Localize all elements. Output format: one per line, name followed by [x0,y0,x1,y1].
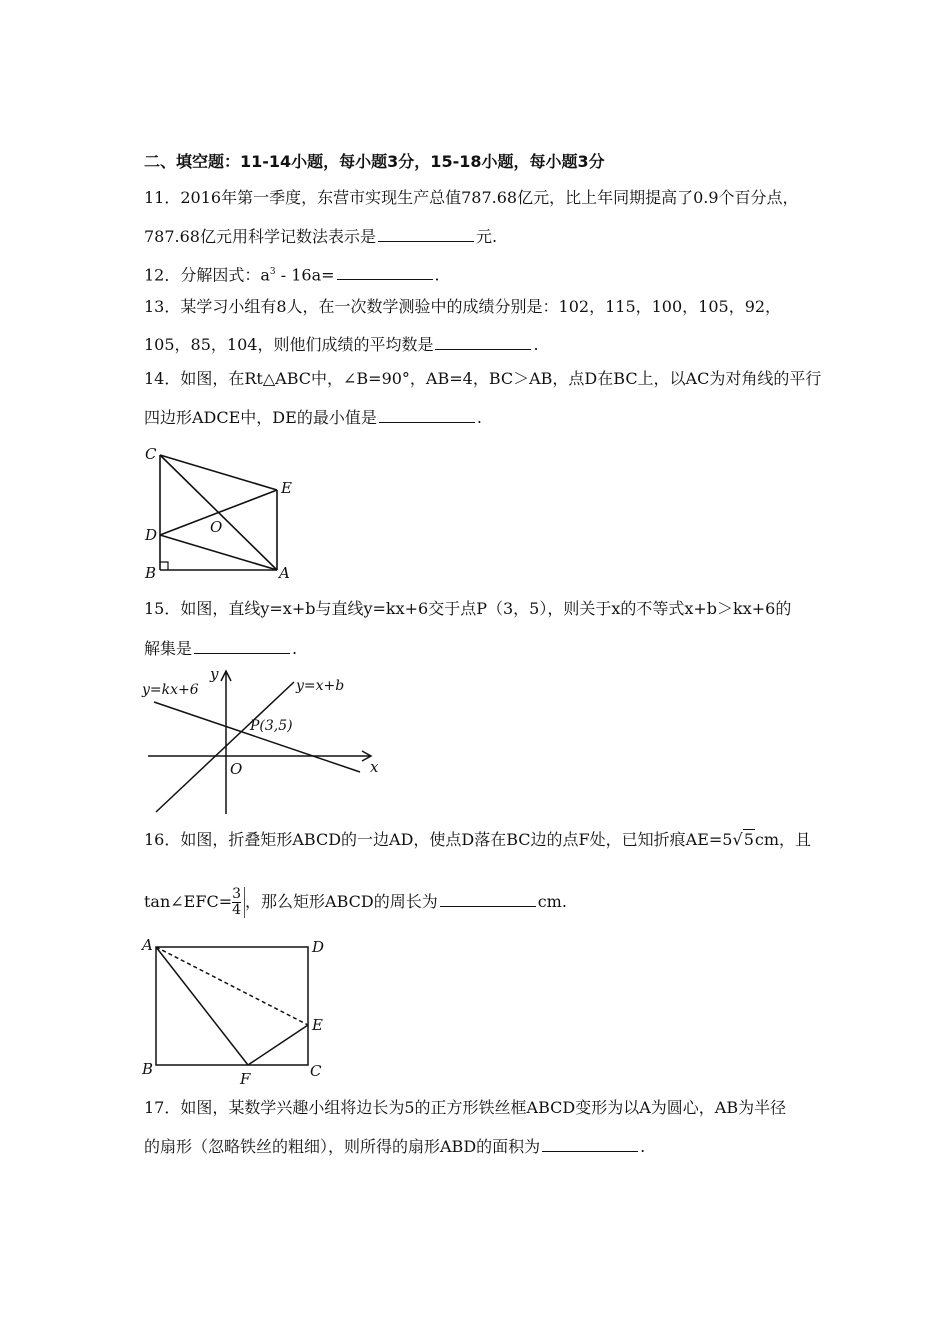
q16-label-c: C [310,1062,322,1080]
q13-line2 [144,332,539,356]
q17-line2-text: 的扇形（忽略铁丝的粗细），则所得的扇形ABD的面积为 [144,1137,541,1156]
section-heading: 二、填空题：11-14小题，每小题3分，15-18小题，每小题3分 [144,152,605,171]
q12-line [144,261,440,286]
q14-label-e: E [281,479,292,497]
q16-label-b: B [142,1060,154,1078]
q14-line2 [144,405,482,429]
q12-exponent: 3 [269,267,276,277]
q13-line1: 13．某学习小组有8人，在一次数学测验中的成绩分别是：102，115，100，105，92， [144,297,782,316]
q14-line1: 14．如图，在Rt△ABC中，∠B=90°，AB=4，BC＞AB，点D在BC上，以AC为对角线的平行 [144,369,822,388]
q16-line1-end: cm，且 [754,830,812,849]
q16-sqrt: √5 [732,830,754,849]
q16-segment-fe [248,1025,308,1065]
q15-label-kx6: y=kx+6 [142,682,199,698]
q12-end: . [434,265,440,285]
q11-answer-blank[interactable] [378,224,474,242]
q15-line2-end: . [292,639,298,658]
q16-label-a: A [142,936,153,954]
q16-fraction [232,887,245,918]
q16-label-e: E [312,1016,323,1034]
q16-frac-num: 3 [232,886,242,902]
q17-line1: 17．如图，某数学兴趣小组将边长为5的正方形铁丝框ABCD变形为以A为圆心，AB为半径 [144,1098,787,1117]
q12-answer-blank[interactable] [337,262,433,280]
q14-answer-blank[interactable] [379,405,475,423]
q11-line1: 11．2016年第一季度，东营市实现生产总值787.68亿元，比上年同期提高了0.9个百分点， [144,188,799,207]
q15-label-p: P(3,5) [250,718,293,734]
q15-line-xb [156,682,294,812]
q14-line2-text: 四边形ADCE中，DE的最小值是 [144,408,377,427]
q16-sqrt-radicand: 5 [743,830,754,849]
q15-line-kx6 [154,702,360,772]
q12-expr: - 16a= [275,265,335,285]
q11-line2-end: 元. [476,227,498,246]
q17-answer-blank[interactable] [542,1134,638,1152]
q16-line2 [144,884,567,920]
q14-label-c: C [145,445,157,463]
q16-answer-blank[interactable] [440,889,536,907]
q17-line2-end: . [640,1137,646,1156]
q16-line1-text: 16．如图，折叠矩形ABCD的一边AD，使点D落在BC边的点F处，已知折痕AE=5 [144,830,733,849]
q14-label-o: O [210,518,223,536]
q11-line2 [144,224,497,248]
q16-frac-den: 4 [232,902,242,918]
q15-label-o: O [230,760,243,778]
q14-figure [140,440,300,582]
q14-label-b: B [145,564,157,582]
q13-line2-text: 105，85，104，则他们成绩的平均数是 [144,335,434,354]
q16-line1 [144,829,811,851]
q15-label-y: y [210,665,219,683]
q15-answer-blank[interactable] [194,636,290,654]
q16-segment-af [156,947,248,1065]
q16-rectangle-abcd [156,947,308,1065]
q12-text: 12．分解因式：a [144,265,270,285]
q15-figure [140,662,385,820]
q14-right-angle-mark [160,562,168,570]
q17-line2 [144,1134,645,1158]
q16-figure [140,935,330,1087]
q15-label-xb: y=x+b [296,678,345,694]
q16-line2-mid: ，那么矩形ABCD的周长为 [245,892,438,911]
q14-line2-end: . [476,408,482,427]
q16-line2-end: cm. [537,892,567,911]
q13-line2-end: . [533,335,539,354]
q15-line2-text: 解集是 [144,639,193,658]
q15-line1: 15．如图，直线y=x+b与直线y=kx+6交于点P（3，5），则关于x的不等式x+b＞kx+6的 [144,599,792,618]
q11-line2-text: 787.68亿元用科学记数法表示是 [144,227,376,246]
q16-label-d: D [312,938,325,956]
q16-label-f: F [240,1070,251,1087]
q16-line2-text: tan∠EFC= [144,892,233,911]
q13-answer-blank[interactable] [435,332,531,350]
q16-fold-ae [156,947,308,1025]
q14-label-a: A [279,564,290,582]
q15-label-x: x [370,758,379,776]
q15-line2 [144,636,297,660]
q14-label-d: D [145,526,158,544]
